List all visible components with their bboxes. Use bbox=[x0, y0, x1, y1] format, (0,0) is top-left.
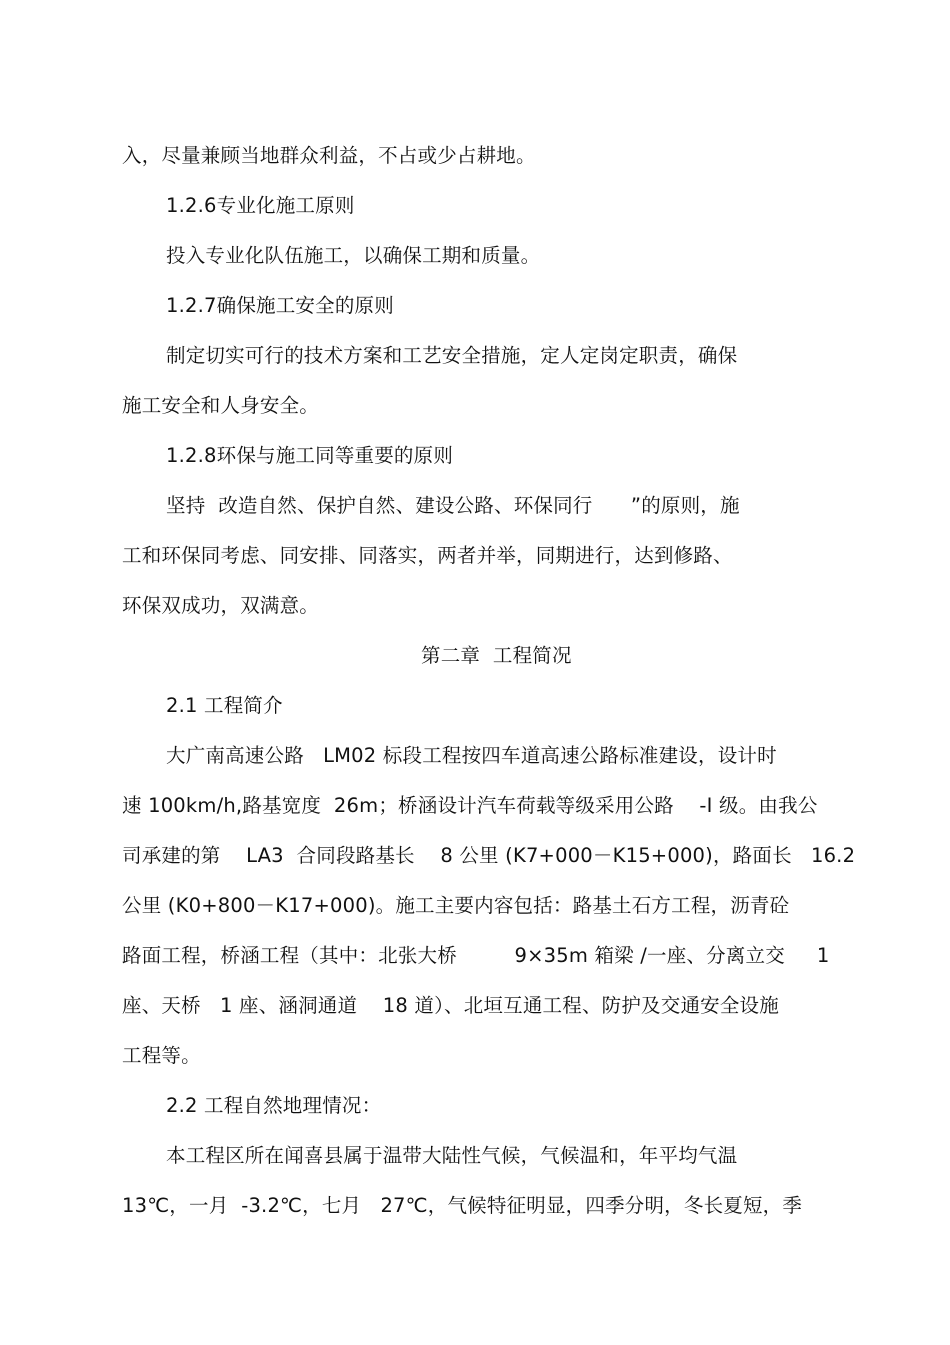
paragraph-line: 环保双成功，双满意。 bbox=[122, 594, 320, 617]
paragraph-line: 大广南高速公路 LM02 标段工程按四车道高速公路标准建设，设计时 bbox=[166, 744, 777, 767]
section-heading-2-2: 2.2 工程自然地理情况： bbox=[166, 1094, 382, 1117]
paragraph-line: 座、天桥 1 座、涵洞通道 18 道）、北垣互通工程、防护及交通安全设施 bbox=[122, 994, 779, 1017]
paragraph-line: 工和环保同考虑、同安排、同落实，两者并举，同期进行，达到修路、 bbox=[122, 544, 733, 567]
paragraph-line: 制定切实可行的技术方案和工艺安全措施，定人定岗定职责，确保 bbox=[166, 344, 738, 367]
paragraph-line: 13℃，一月 -3.2℃，七月 27℃，气候特征明显，四季分明，冬长夏短，季 bbox=[122, 1194, 803, 1217]
paragraph-line: 本工程区所在闻喜县属于温带大陆性气候，气候温和，年平均气温 bbox=[166, 1144, 738, 1167]
section-heading-2-1: 2.1 工程简介 bbox=[166, 694, 283, 717]
section-heading-1-2-7: 1.2.7确保施工安全的原则 bbox=[166, 294, 394, 317]
chapter-title: 第二章 工程简况 bbox=[421, 644, 572, 667]
paragraph-line: 坚持 改造自然、保护自然、建设公路、环保同行 ”的原则，施 bbox=[166, 494, 740, 517]
paragraph-line: 司承建的第 LA3 合同段路基长 8 公里 (K7+000－K15+000)，路面长 16.2 bbox=[122, 844, 856, 867]
paragraph-line: 投入专业化队伍施工，以确保工期和质量。 bbox=[166, 244, 541, 267]
section-heading-1-2-6: 1.2.6专业化施工原则 bbox=[166, 194, 355, 217]
paragraph-line: 速 100km/h,路基宽度 26m；桥涵设计汽车荷载等级采用公路 -I 级。由我公 bbox=[122, 794, 818, 817]
paragraph-line: 入，尽量兼顾当地群众利益，不占或少占耕地。 bbox=[122, 144, 536, 167]
paragraph-line: 路面工程，桥涵工程（其中：北张大桥 9×35m 箱梁 /一座、分离立交 1 bbox=[122, 944, 830, 967]
section-heading-1-2-8: 1.2.8环保与施工同等重要的原则 bbox=[166, 444, 454, 467]
paragraph-line: 公里 (K0+800－K17+000)。施工主要内容包括：路基土石方工程，沥青砼 bbox=[122, 894, 790, 917]
paragraph-line: 工程等。 bbox=[122, 1044, 201, 1067]
paragraph-line: 施工安全和人身安全。 bbox=[122, 394, 320, 417]
